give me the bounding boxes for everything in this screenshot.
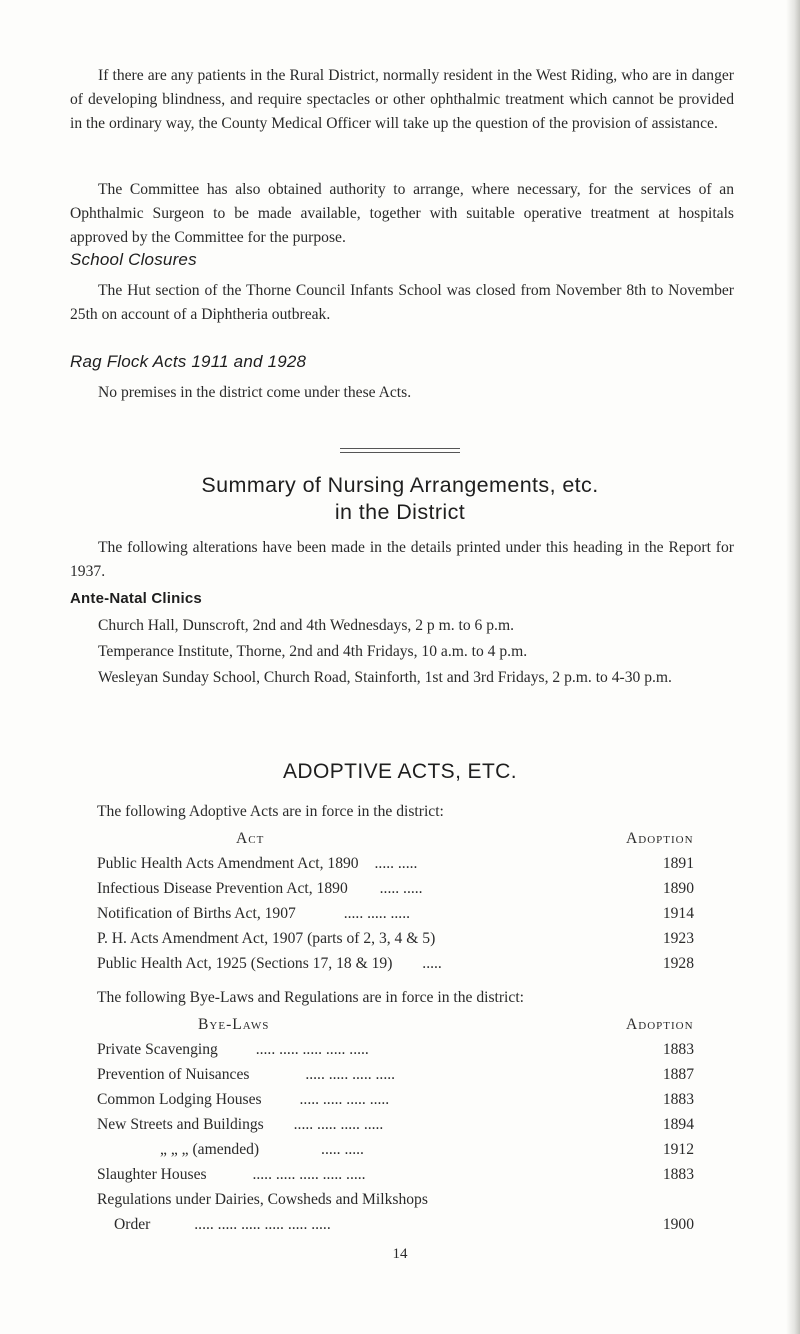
- bylaw-name: „ „ „ (amended): [160, 1141, 260, 1158]
- leader-dots: ..... ..... .....: [343, 905, 410, 922]
- act-name: Infectious Disease Prevention Act, 1890: [97, 880, 348, 897]
- table-row: [97, 876, 423, 901]
- table-row: [114, 1212, 331, 1237]
- table-row: [97, 901, 410, 926]
- bylaw-name: Common Lodging Houses: [97, 1091, 262, 1108]
- bylaws-column-header-name: Bye-Laws: [198, 1016, 270, 1033]
- table-row: [97, 926, 435, 951]
- clinic-item: Temperance Institute, Thorne, 2nd and 4th Fridays, 10 a.m. to 4 p.m.: [98, 643, 528, 660]
- school-closures-heading: School Closures: [70, 250, 197, 269]
- bylaw-year: 1883: [662, 1166, 694, 1183]
- leader-dots: .....: [422, 955, 442, 972]
- leader-dots: ..... ..... ..... .....: [305, 1066, 396, 1083]
- act-year: 1928: [662, 955, 694, 972]
- act-name: Notification of Births Act, 1907: [97, 905, 296, 922]
- bylaw-year: 1887: [662, 1066, 694, 1083]
- nursing-title-line2: in the District: [334, 500, 466, 524]
- bylaws-column-header-adoption: Adoption: [626, 1016, 694, 1033]
- table-row: [97, 951, 442, 976]
- leader-dots: ..... ..... ..... ..... ..... .....: [194, 1216, 331, 1233]
- bylaw-name: Private Scavenging: [97, 1041, 218, 1058]
- act-name: P. H. Acts Amendment Act, 1907 (parts of 2, 3, 4 & 5): [97, 930, 436, 947]
- ophthalmic-surgeon-paragraph: The Committee has also obtained authority to arrange, where necessary, for the services of an Ophthalmic Surgeon to be made available, together with suitable operative treatment at hospitals approved by the Committee for the purpose.: [70, 181, 734, 246]
- adoptive-acts-title: ADOPTIVE ACTS, ETC.: [283, 760, 517, 783]
- page-edge-shadow: [786, 0, 800, 1334]
- act-year: 1890: [662, 880, 694, 897]
- act-year: 1923: [662, 930, 694, 947]
- bylaw-year: 1912: [662, 1141, 694, 1158]
- double-rule-divider: [340, 448, 460, 453]
- bylaw-name: Prevention of Nuisances: [97, 1066, 250, 1083]
- acts-intro: The following Adoptive Acts are in force in the district:: [97, 803, 444, 820]
- act-year: 1914: [662, 905, 694, 922]
- nursing-text: The following alterations have been made in the details printed under this heading in the Report for 1937.: [70, 539, 734, 580]
- leader-dots: ..... ..... ..... ..... .....: [252, 1166, 366, 1183]
- bylaws-intro: The following Bye-Laws and Regulations are in force in the district:: [97, 989, 524, 1006]
- page-number: 14: [392, 1246, 408, 1262]
- leader-dots: ..... ..... ..... .....: [299, 1091, 390, 1108]
- bylaw-year: 1900: [662, 1216, 694, 1233]
- bylaw-year: 1883: [662, 1091, 694, 1108]
- leader-dots: ..... .....: [321, 1141, 364, 1158]
- clinic-item: Wesleyan Sunday School, Church Road, Stainforth, 1st and 3rd Fridays, 2 p.m. to 4-30 p.m.: [98, 669, 672, 686]
- rag-flock-text: No premises in the district come under these Acts.: [98, 384, 412, 401]
- acts-column-header-act: Act: [236, 830, 265, 847]
- bylaw-name: Regulations under Dairies, Cowsheds and Milkshops: [97, 1191, 428, 1208]
- table-row: [97, 851, 417, 876]
- leader-dots: ..... .....: [379, 880, 423, 897]
- act-year: 1891: [662, 855, 694, 872]
- table-row: [160, 1137, 364, 1162]
- table-row: [97, 1062, 395, 1087]
- bylaw-year: 1883: [662, 1041, 694, 1058]
- bylaw-year: 1894: [662, 1116, 694, 1133]
- nursing-title-line1: Summary of Nursing Arrangements, etc.: [201, 473, 599, 497]
- table-row: [97, 1112, 383, 1137]
- table-row: [97, 1187, 428, 1212]
- leader-dots: ..... ..... ..... ..... .....: [255, 1041, 369, 1058]
- table-row: [97, 1162, 366, 1187]
- act-name: Public Health Act, 1925 (Sections 17, 18 & 19): [97, 955, 393, 972]
- clinic-item: Church Hall, Dunscroft, 2nd and 4th Wednesdays, 2 p m. to 6 p.m.: [98, 617, 514, 634]
- acts-column-header-adoption: Adoption: [626, 830, 694, 847]
- bylaw-name: Order: [114, 1216, 151, 1233]
- leader-dots: ..... ..... ..... .....: [293, 1116, 384, 1133]
- bylaw-name: New Streets and Buildings: [97, 1116, 264, 1133]
- school-closures-text: The Hut section of the Thorne Council Infants School was closed from November 8th to November 25th on account of a Diphtheria outbreak.: [70, 282, 734, 323]
- rag-flock-heading: Rag Flock Acts 1911 and 1928: [70, 352, 307, 371]
- table-row: [97, 1037, 369, 1062]
- table-row: [97, 1087, 389, 1112]
- leader-dots: ..... .....: [374, 855, 418, 872]
- bylaw-name: Slaughter Houses: [97, 1166, 207, 1183]
- ophthalmic-paragraph: If there are any patients in the Rural District, normally resident in the West Riding, who are in danger of developing blindness, and require spectacles or other ophthalmic treatment which cannot be provided in the ordinary way, the County Medical Officer will take up the question of the provision of assistance.: [70, 67, 734, 132]
- act-name: Public Health Acts Amendment Act, 1890: [97, 855, 359, 872]
- ante-natal-heading: Ante-Natal Clinics: [70, 590, 202, 607]
